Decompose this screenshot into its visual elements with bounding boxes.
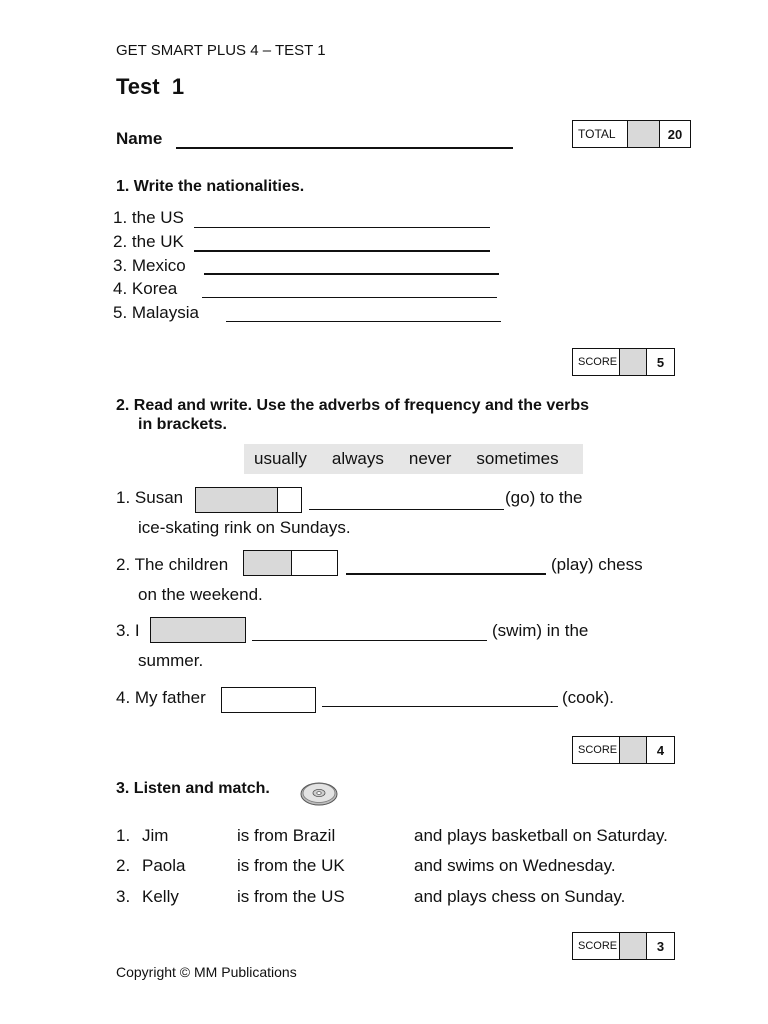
s2-adverb-box-1[interactable] [195,487,302,513]
s3-row-3-activity: and plays chess on Sunday. [414,887,626,906]
s2-adverb-box-4[interactable] [221,687,316,713]
name-answer-line[interactable] [176,147,513,149]
s1-item-3: 3. Mexico [113,256,186,275]
s1-answer-line-3[interactable] [204,273,499,275]
section2-heading-line1: 2. Read and write. Use the adverbs of frequency and the verbs [116,397,590,414]
s1-item-1: 1. the US [113,208,184,227]
s2-adverb-box-2[interactable] [243,550,338,576]
s2-answer-line-3[interactable] [252,640,487,641]
copyright-footer: Copyright © MM Publications [116,964,297,980]
word-bank-item: never [408,449,452,468]
section2-score-field[interactable] [620,737,647,763]
s2-item-2-start: 2. The children [116,555,229,574]
s3-row-1-name: Jim [142,826,169,845]
total-points: 20 [667,126,683,142]
s3-row-2-name: Paola [142,856,186,875]
page-title: Test 1 [116,74,185,99]
s3-row-3-from: is from the US [237,887,345,906]
section1-score-label: SCORE [573,349,620,375]
name-label: Name [116,129,163,148]
s3-row-2-from: is from the UK [237,856,345,875]
s2-item-1-end: (go) to the [505,488,583,507]
s2-item-3-end: (swim) in the [492,621,589,640]
s1-answer-line-5[interactable] [226,321,501,322]
section1-score-points: 5 [656,354,665,370]
s1-answer-line-4[interactable] [202,297,497,298]
section1-score-box [572,348,675,376]
s2-item-3-start: 3. I [116,621,140,640]
section1-heading: 1. Write the nationalities. [116,178,305,195]
page-header: GET SMART PLUS 4 – TEST 1 [116,42,326,59]
word-bank [244,444,583,474]
s3-row-1-from: is from Brazil [237,826,336,845]
s3-row-2-activity: and swims on Wednesday. [414,856,616,875]
cd-icon[interactable] [300,780,338,806]
s3-row-1-activity: and plays basketball on Saturday. [414,826,668,845]
section2-score-box [572,736,675,764]
s2-item-2-cont: on the weekend. [138,585,263,604]
s3-row-3-num: 3. [116,887,131,906]
s2-item-4-end: (cook). [562,688,614,707]
s1-item-4: 4. Korea [113,279,178,298]
s2-item-1-start: 1. Susan [116,488,184,507]
total-label: TOTAL [573,121,628,147]
s3-row-3-name: Kelly [142,887,179,906]
s2-answer-line-4[interactable] [322,706,558,707]
word-bank-item: sometimes [476,449,559,468]
s1-item-5: 5. Malaysia [113,303,199,322]
section3-score-field[interactable] [620,933,647,959]
section3-heading: 3. Listen and match. [116,780,270,797]
s2-answer-line-1[interactable] [309,509,504,510]
section1-score-field[interactable] [620,349,647,375]
s3-row-1-num: 1. [116,826,131,845]
s2-adverb-box-3[interactable] [150,617,246,643]
s2-item-1-cont: ice-skating rink on Sundays. [138,518,351,537]
s1-answer-line-1[interactable] [194,227,490,228]
section2-score-points: 4 [656,742,665,758]
total-score-box [572,120,691,148]
section2-heading-line2: in brackets. [138,416,227,433]
section3-score-label: SCORE [573,933,620,959]
s1-item-2: 2. the UK [113,232,184,251]
section2-score-label: SCORE [573,737,620,763]
s2-item-3-cont: summer. [138,651,204,670]
s2-answer-line-2[interactable] [346,573,546,575]
section3-score-box [572,932,675,960]
s2-item-4-start: 4. My father [116,688,206,707]
total-score-field[interactable] [628,121,660,147]
word-bank-item: usually [254,449,307,468]
s2-item-2-end: (play) chess [551,555,643,574]
section3-score-points: 3 [656,938,665,954]
s1-answer-line-2[interactable] [194,250,490,252]
s3-row-2-num: 2. [116,856,131,875]
word-bank-item: always [331,449,384,468]
